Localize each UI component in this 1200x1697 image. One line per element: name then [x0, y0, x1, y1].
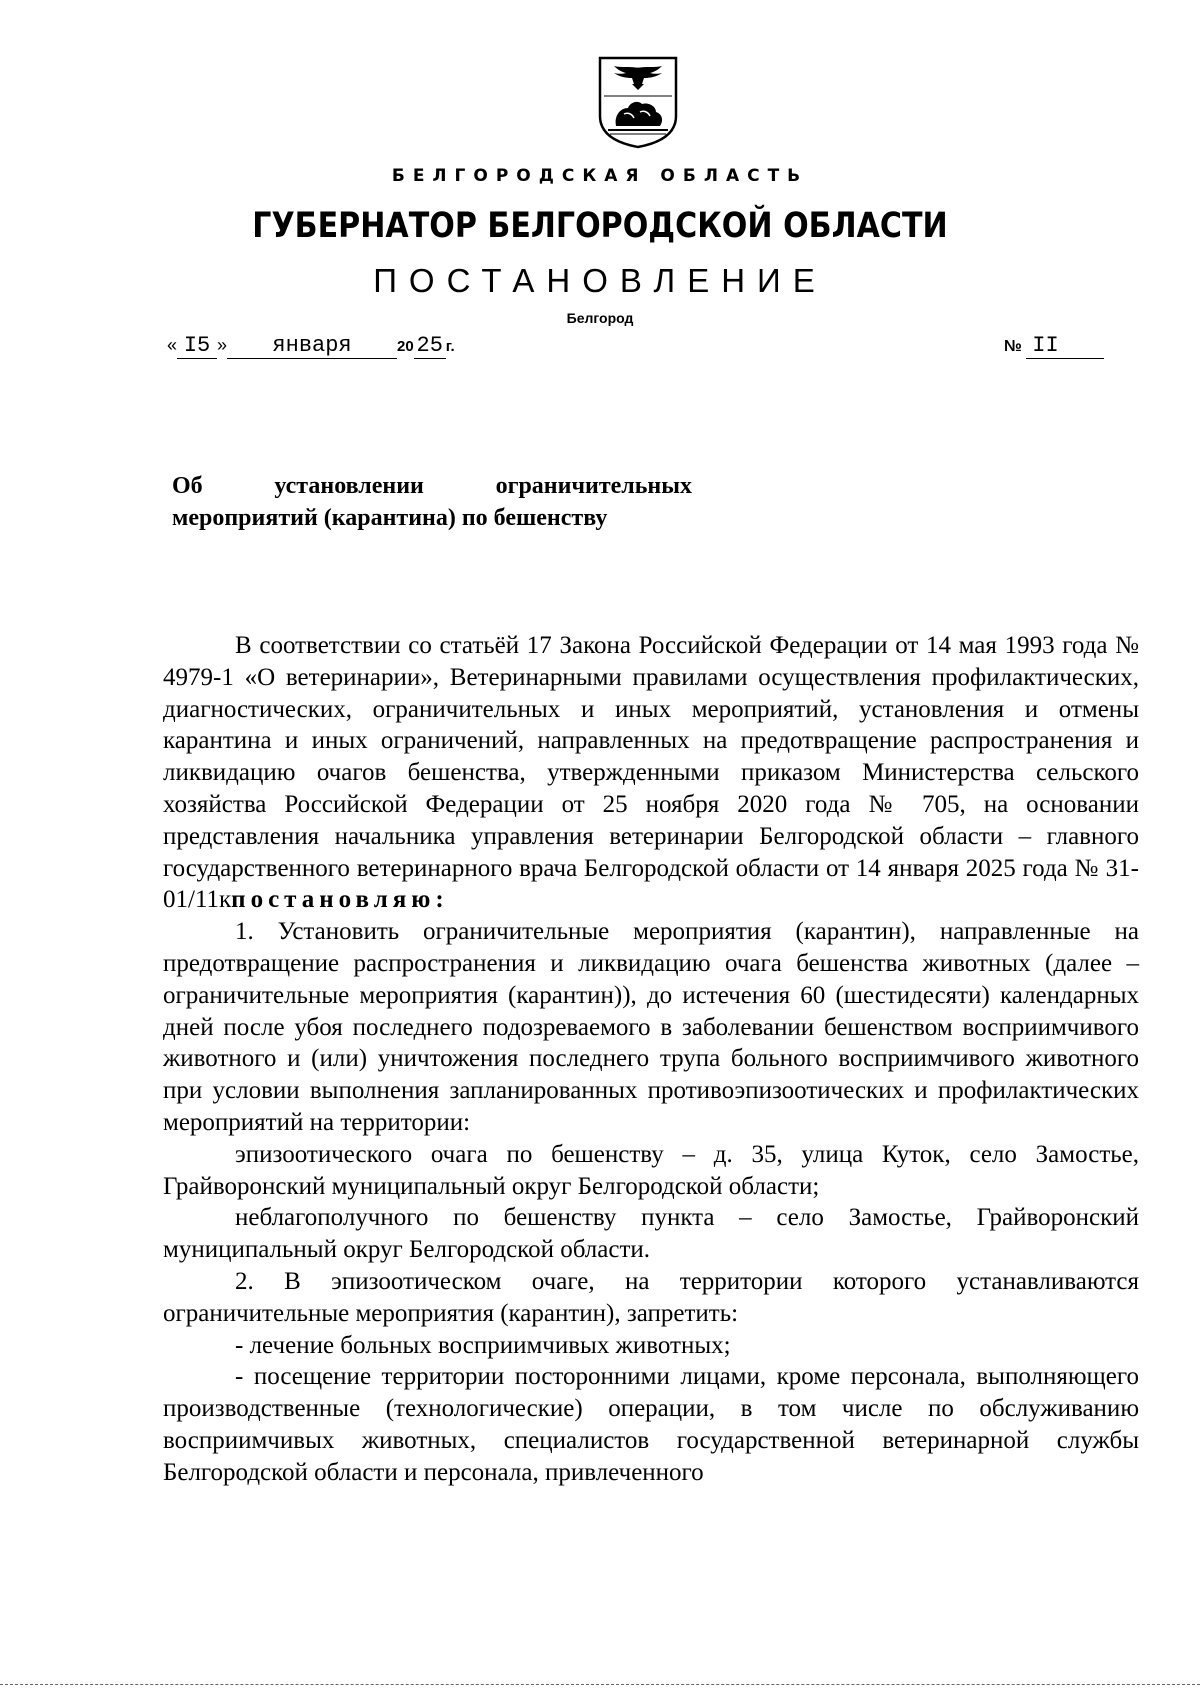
- document-subject: [172, 470, 692, 534]
- date-open-quote: «: [167, 335, 178, 355]
- clause-2: 2. В эпизоотическом очаге, на территории которого устанавливаются ограничительные мероприятия (карантин), запретить:: [163, 1267, 1139, 1327]
- subject-line-1: Об установлении ограничительных: [172, 473, 692, 499]
- clause-1: 1. Установить ограничительные мероприятия (карантин), направленные на предотвращение распространения и ликвидацию очага бешенства животных (далее – ограничительные мероприятия (карантин)), до истечения 60 (шестидесяти) календарных дней после убоя последнего подозреваемого в заболевании бешенством восприимчивого животного и (или) уничтожения последнего трупа больного восприимчивого животного при условии выполнения запланированных противоэпизоотических и профилактических мероприятий на территории:: [163, 918, 1139, 1136]
- date-year-prefix: 20: [397, 338, 414, 355]
- clause-1-focus: эпизоотического очага по бешенству – д. 35, улица Куток, село Замостье, Грайворонский муниципальный округ Белгородской области;: [163, 1140, 1139, 1200]
- coat-of-arms-icon: [596, 54, 680, 150]
- document-type: ПОСТАНОВЛЕНИЕ: [373, 262, 827, 299]
- number-label: №: [1004, 338, 1022, 355]
- clause-2-item-2: - посещение территории посторонними лицами, кроме персонала, выполняющего производственные (технологические) операции, в том числе по обслуживанию восприимчивых животных, специалистов государственной ветеринарной службы Белгородской области и персонала, привлеченного: [163, 1363, 1139, 1486]
- issue-city: Белгород: [566, 310, 634, 326]
- date-year: 25: [414, 334, 446, 359]
- date-year-unit: г.: [445, 338, 455, 355]
- preamble-paragraph: [163, 630, 1139, 916]
- document-body: [163, 630, 1139, 1489]
- date-day: I5: [177, 334, 217, 359]
- date-line: [167, 334, 455, 359]
- document-number: [1004, 334, 1104, 359]
- authority-name: ГУБЕРНАТОР БЕЛГОРОДСКОЙ ОБЛАСТИ: [252, 206, 948, 246]
- page-edge-line: [0, 1684, 1200, 1685]
- number-value: II: [1026, 334, 1104, 359]
- region-name: БЕЛГОРОДСКАЯ ОБЛАСТЬ: [391, 166, 809, 186]
- date-close-quote: »: [217, 335, 228, 355]
- resolve-word: постановляю:: [231, 886, 449, 914]
- date-month: января: [227, 334, 397, 359]
- subject-line-2: мероприятий (карантина) по бешенству: [172, 505, 608, 531]
- clause-1-point: неблагополучного по бешенству пункта – село Замостье, Грайворонский муниципальный округ Белгородской области.: [163, 1204, 1139, 1264]
- preamble-text: В соответствии со статьёй 17 Закона Российской Федерации от 14 мая 1993 года № 4979-1 «О ветеринарии», Ветеринарными правилами осуществления профилактических, диагностических, ограничительных и иных мероприятий, установления и отмены карантина и иных ограничений, направленных на предотвращение распространения и ликвидацию очагов бешенства, утвержденными приказом Министерства сельского хозяйства Российской Федерации от 25 ноября 2020 года № 705, на основании представления начальника управления ветеринарии Белгородской области – главного государственного ветеринарного врача Белгородской области от 14 января 2025 года № 31-01/11к: [163, 632, 1139, 914]
- clause-2-item-1: - лечение больных восприимчивых животных;: [235, 1331, 731, 1359]
